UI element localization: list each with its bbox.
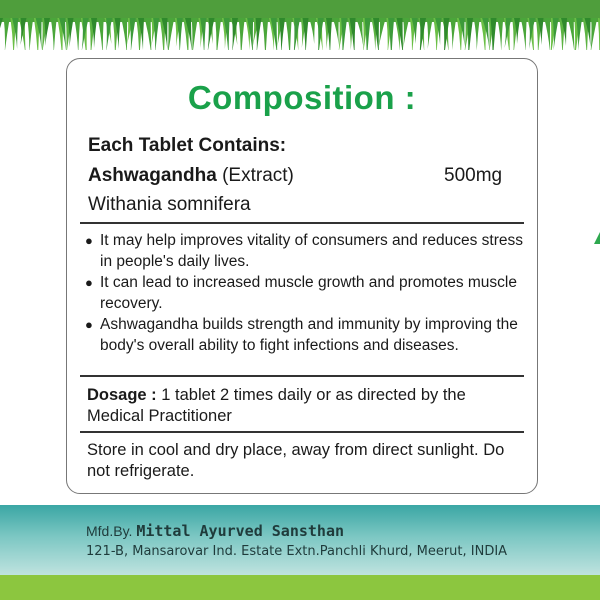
grass-blade — [262, 18, 268, 50]
grass-blade — [544, 18, 550, 50]
grass-blade — [98, 18, 104, 50]
grass-blade — [4, 18, 10, 50]
each-tablet-heading: Each Tablet Contains: — [88, 135, 287, 156]
grass-blade — [474, 18, 480, 50]
bullet-icon: ● — [85, 317, 93, 332]
dosage-section — [87, 385, 527, 427]
ingredient-name: Ashwagandha — [88, 165, 217, 186]
grass-blade — [106, 18, 112, 50]
grass-blade — [590, 18, 597, 50]
grass-blade — [256, 18, 262, 50]
bottom-green-band — [0, 575, 600, 600]
grass-blade — [51, 18, 57, 50]
grass-blade — [403, 18, 409, 48]
ingredient-line — [88, 165, 294, 187]
ingredient-amount: 500mg — [444, 165, 503, 186]
side-decoration — [594, 232, 600, 244]
composition-card — [66, 58, 538, 494]
benefits-list — [85, 230, 525, 356]
divider-2 — [80, 375, 524, 377]
ingredient-form: (Extract) — [216, 165, 294, 186]
grass-blade — [427, 18, 433, 49]
grass-border-top — [0, 0, 600, 50]
benefit-text: It may help improves vitality of consumers and reduces stress in people's daily lives. — [100, 232, 523, 270]
grass-blade — [356, 18, 363, 46]
grass-blade — [232, 18, 238, 50]
grass-blade — [279, 18, 285, 50]
benefit-text: It can lead to increased muscle growth and promotes muscle recovery. — [100, 274, 517, 312]
composition-title: Composition : — [187, 79, 417, 116]
grass-blade — [379, 18, 386, 47]
grass-blade — [286, 18, 292, 50]
benefit-item — [85, 272, 525, 314]
botanical-name: Withania somnifera — [88, 194, 251, 215]
dosage-text: 1 tablet 2 times daily or as directed by the Medical Practitioner — [87, 386, 466, 425]
mfd-prefix: Mfd.By. — [86, 523, 137, 539]
benefit-item — [85, 314, 525, 356]
manufacturer-line — [86, 522, 344, 540]
grass-blade — [153, 18, 159, 50]
grass-blade — [215, 18, 221, 50]
grass-blade — [121, 18, 127, 50]
grass-blade — [27, 18, 33, 50]
divider-1 — [80, 222, 524, 224]
grass-blade — [521, 18, 527, 50]
bullet-icon: ● — [85, 233, 93, 248]
benefit-item — [85, 230, 525, 272]
grass-blade — [192, 18, 198, 50]
manufacturer-name: Mittal Ayurved Sansthan — [136, 522, 345, 540]
benefit-text: Ashwagandha builds strength and immunity by improving the body's overall ability to fight infections and diseases. — [100, 316, 518, 354]
grass-blade — [239, 18, 245, 50]
grass-blade — [497, 18, 503, 50]
grass-blade — [444, 18, 450, 50]
grass-blade — [333, 18, 339, 45]
grass-blade — [145, 18, 152, 50]
manufacturer-address: 121-B, Mansarovar Ind. Estate Extn.Panchli Khurd, Meerut, INDIA — [86, 544, 508, 559]
footer-band — [0, 505, 600, 575]
bullet-icon: ● — [85, 275, 93, 290]
grass-blade — [130, 18, 136, 50]
grass-blade — [568, 18, 575, 50]
dosage-label: Dosage : — [87, 386, 157, 404]
grass-blade — [318, 18, 324, 50]
grass-blade — [450, 18, 456, 50]
storage-instructions: Store in cool and dry place, away from direct sunlight. Do not refrigerate. — [87, 441, 505, 480]
divider-3 — [80, 431, 524, 433]
grass-blade — [74, 18, 80, 50]
grass-blade — [167, 18, 174, 50]
